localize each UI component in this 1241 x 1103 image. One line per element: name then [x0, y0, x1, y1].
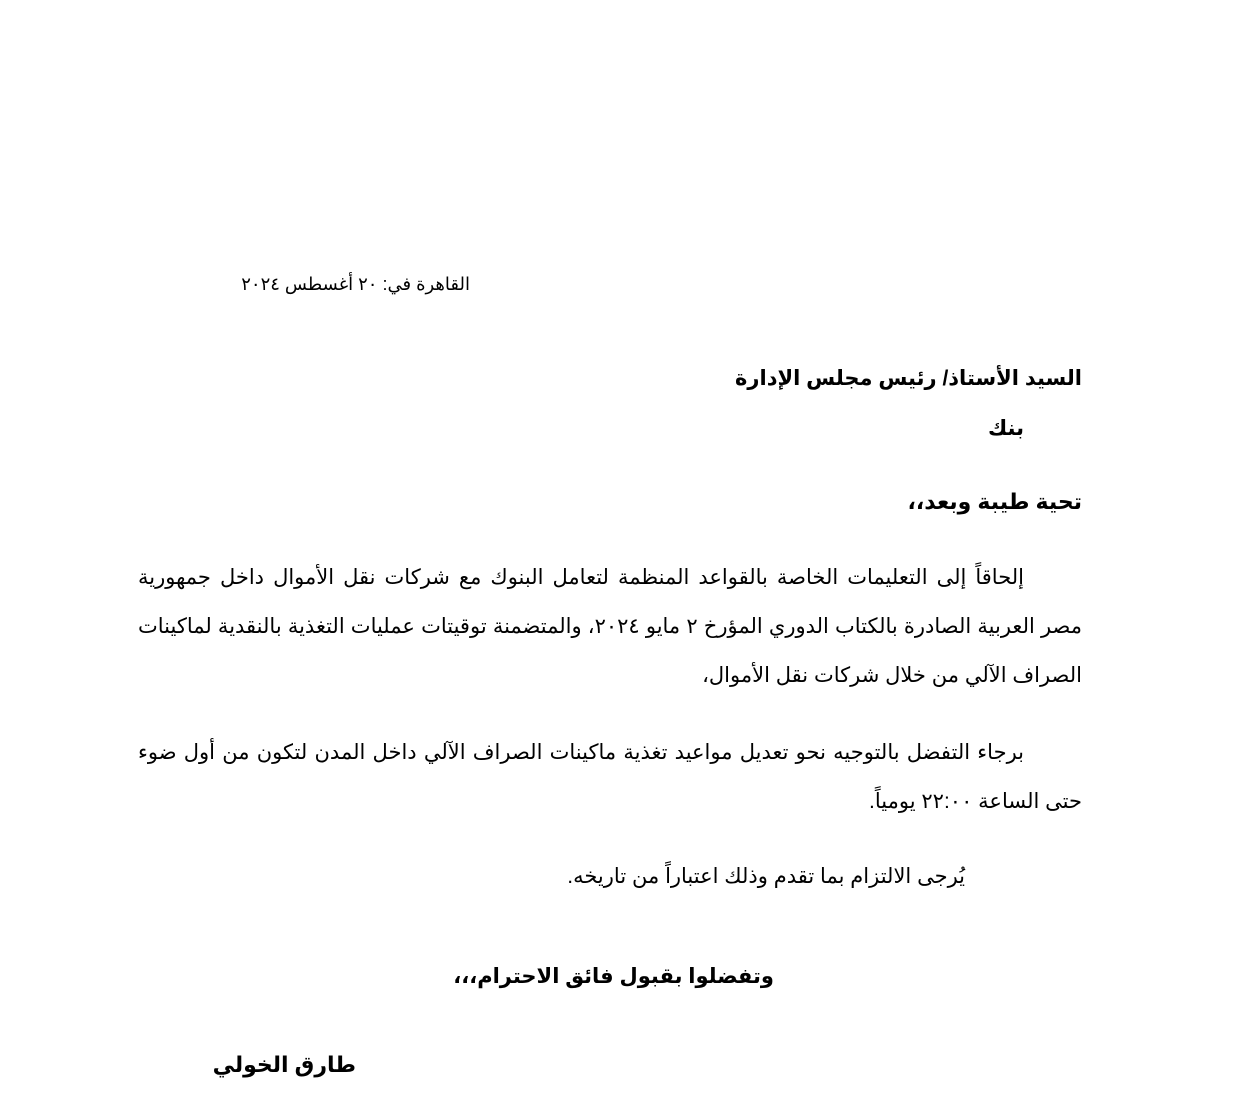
greeting: تحية طيبة وبعد،،	[907, 489, 1082, 514]
closing-salutation: وتفضلوا بقبول فائق الاحترام،،،	[453, 965, 774, 988]
letter-date: القاهرة في: ٢٠ أغسطس ٢٠٢٤	[241, 274, 470, 294]
body-paragraph-2-text: برجاء التفضل بالتوجيه نحو تعديل مواعيد تغذية ماكينات الصراف الآلي داخل المدن لتكون من أول ضوء حتى الساعة ٢٢:٠٠ يومياً.	[138, 741, 1082, 813]
body-paragraph-1	[138, 553, 1082, 700]
bank-name: بنك	[987, 417, 1024, 440]
compliance-note: يُرجى الالتزام بما تقدم وذلك اعتباراً من تاريخه.	[567, 865, 965, 888]
body-paragraph-2	[138, 728, 1082, 826]
body-paragraph-1-text: إلحاقاً إلى التعليمات الخاصة بالقواعد المنظمة لتعامل البنوك مع شركات نقل الأموال داخل جمهورية مصر العربية الصادرة بالكتاب الدوري المؤرخ ٢ مايو ٢٠٢٤، والمتضمنة توقيتات عمليات التغذية بالنقدية لماكينات الصراف الآلي من خلال شركات نقل الأموال،	[138, 566, 1083, 687]
signatory-name: طارق الخولي	[212, 1052, 356, 1077]
addressee-line: السيد الأستاذ/ رئيس مجلس الإدارة	[735, 367, 1082, 390]
